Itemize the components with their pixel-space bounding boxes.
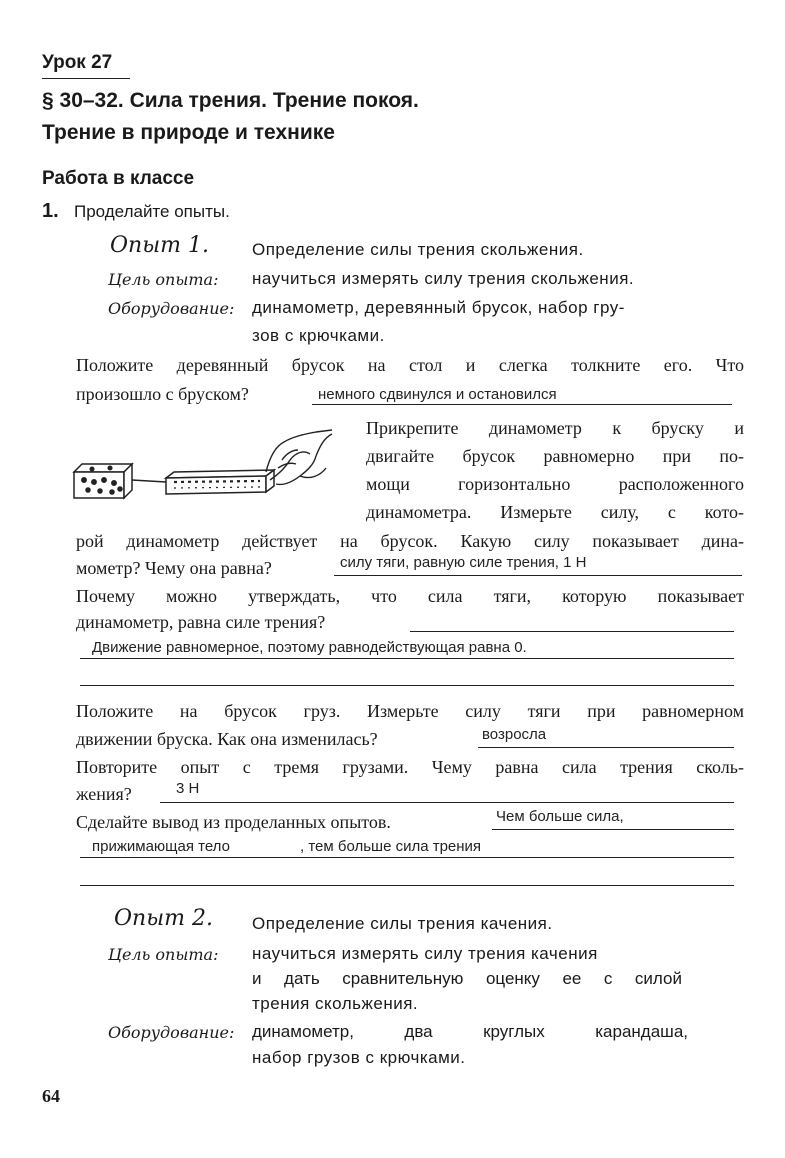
answer-5: 3 Н	[176, 780, 200, 797]
answer-6-line1: Чем больше сила,	[496, 808, 624, 825]
lesson-underline	[42, 78, 130, 79]
answer-2: силу тяги, равную силе трения, 1 Н	[340, 554, 587, 571]
exp2-heading: Опыт 2.	[114, 906, 213, 931]
exp2-equip-line2: набор грузов с крючками.	[252, 1048, 466, 1067]
answer-line-1	[312, 404, 732, 405]
hand-icon	[266, 430, 332, 485]
experiment-illustration	[70, 420, 340, 520]
p4-line2: движении бруска. Как она изменилась?	[76, 729, 378, 749]
section-heading: Работа в классе	[42, 168, 195, 189]
exp2-goal-line3: трения скольжения.	[252, 994, 419, 1013]
wooden-block	[74, 464, 132, 498]
answer-line-3a	[410, 631, 734, 632]
exp2-equip-line1: динамометр, два круглых карандаша,	[252, 1022, 688, 1041]
answer-line-3b	[80, 658, 734, 659]
exp2-goal-label: Цель опыта:	[108, 945, 219, 964]
exp2-heading-text: Определение силы трения качения.	[252, 914, 553, 933]
hook-string	[132, 480, 166, 482]
answer-line-5	[160, 802, 734, 803]
exp1-equip-label: Оборудование:	[108, 299, 235, 318]
answer-line-2	[334, 575, 742, 576]
p1-line1: Положите деревянный брусок на стол и слегка толкните его. Что	[76, 355, 744, 375]
p5-line1: Повторите опыт с тремя грузами. Чему равна сила трения сколь-	[76, 757, 744, 777]
exp1-goal-text: научиться измерять силу трения скольжения.	[252, 269, 635, 288]
answer-1: немного сдвинулся и остановился	[318, 386, 557, 403]
page-title-line2: Трение в природе и технике	[42, 121, 335, 144]
p3-line1: Почему можно утверждать, что сила тяги, которую показывает	[76, 586, 744, 606]
p3-line2: динамометр, равна силе трения?	[76, 612, 326, 632]
answer-6-line2: прижимающая тело	[92, 838, 230, 855]
p2-line5: рой динамометр действует на брусок. Какую силу показывает дина-	[76, 531, 744, 551]
page-title-line1: § 30–32. Сила трения. Трение покоя.	[42, 89, 419, 112]
page-number: 64	[42, 1086, 60, 1106]
p4-line1: Положите на брусок груз. Измерьте силу тяги при равномерном	[76, 701, 744, 721]
p1-line2: произошло с бруском?	[76, 384, 249, 404]
task-number: 1.	[42, 200, 59, 222]
exp1-goal-label: Цель опыта:	[108, 270, 219, 289]
answer-line-4	[478, 747, 734, 748]
answer-line-6b	[80, 857, 734, 858]
p2-line3: мощи горизонтально расположенного	[366, 474, 744, 494]
task-text: Проделайте опыты.	[74, 202, 230, 221]
answer-6-line2b: , тем больше сила трения	[300, 838, 482, 855]
answer-4: возросла	[482, 726, 547, 743]
exp2-goal-line2: и дать сравнительную оценку ее с силой	[252, 969, 682, 988]
answer-line-6a	[492, 829, 734, 830]
lesson-label: Урок 27	[42, 52, 113, 73]
p2-line2: двигайте брусок равномерно при по-	[366, 446, 744, 466]
p2-line6: мометр? Чему она равна?	[76, 558, 272, 578]
exp1-heading: Опыт 1.	[110, 233, 209, 258]
answer-line-6c	[80, 885, 734, 886]
answer-3: Движение равномерное, поэтому равнодействующая равна 0.	[92, 639, 527, 656]
exp2-equip-label: Оборудование:	[108, 1023, 235, 1042]
exp1-heading-text: Определение силы трения скольжения.	[252, 240, 584, 259]
exp1-equip-line2: зов с крючками.	[252, 326, 385, 345]
p2-line1: Прикрепите динамометр к бруску и	[366, 418, 744, 438]
exp2-goal-line1: научиться измерять силу трения качения	[252, 944, 598, 963]
dynamometer-icon	[166, 470, 274, 494]
exp1-equip-line1: динамометр, деревянный брусок, набор гру-	[252, 298, 625, 317]
p5-line2: жения?	[76, 784, 132, 804]
p6-line1: Сделайте вывод из проделанных опытов.	[76, 812, 391, 832]
p2-line4: динамометра. Измерьте силу, с кото-	[366, 502, 744, 522]
answer-line-3c	[80, 685, 734, 686]
